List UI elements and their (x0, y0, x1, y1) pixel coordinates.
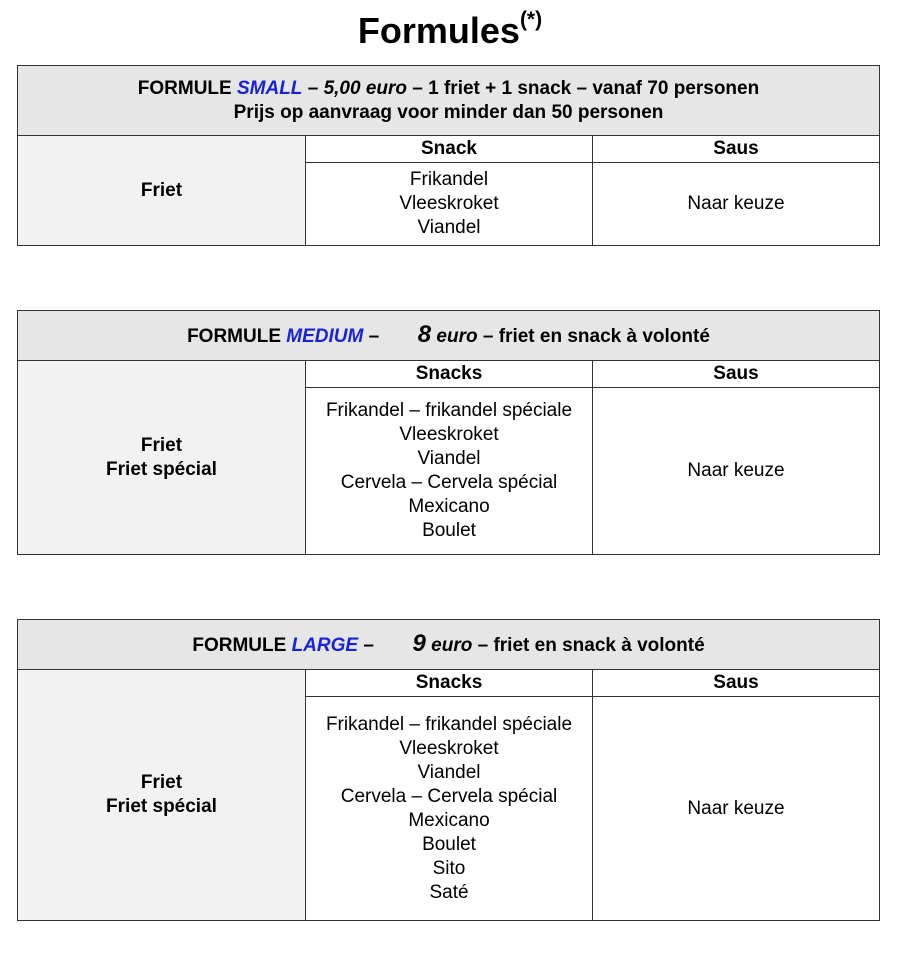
formule-price-unit: euro (436, 325, 478, 347)
snack-column-header: Snacks (306, 361, 592, 388)
snack-list (306, 697, 592, 920)
snack-item: Frikandel – frikandel spéciale (325, 713, 573, 735)
snack-item: Frikandel (409, 169, 489, 190)
dash: – (368, 325, 380, 347)
formule-label: FORMULE (192, 634, 287, 656)
fries-item: Friet spécial (106, 458, 217, 480)
snack-item: Mexicano (408, 496, 490, 517)
formule-large-header (18, 620, 879, 670)
snack-list (306, 388, 592, 554)
snack-column-header: Snack (306, 136, 592, 163)
formule-name: LARGE (291, 634, 359, 656)
formule-medium-table (17, 310, 880, 555)
formule-small-table (17, 65, 880, 246)
dash: – (307, 77, 319, 99)
snack-item: Viandel (417, 448, 481, 469)
snack-item: Frikandel – frikandel spéciale (325, 400, 573, 421)
sauce-value: Naar keuze (687, 460, 785, 481)
sauce-value: Naar keuze (687, 193, 785, 214)
title-footnote-marker: (*) (519, 8, 543, 31)
formule-price-amount: 8 (417, 320, 432, 348)
sauce-column-header: Saus (593, 670, 879, 697)
fries-column (18, 136, 306, 245)
dash: – (363, 634, 374, 656)
page-title (0, 2, 900, 53)
snack-item: Sito (432, 857, 466, 879)
snack-item: Mexicano (408, 809, 490, 831)
sauce-column (593, 136, 879, 245)
formule-label: FORMULE (137, 77, 232, 99)
sauce-value: Naar keuze (687, 797, 785, 819)
sauce-column (593, 361, 879, 554)
formule-price-unit: euro (431, 634, 473, 656)
snack-item: Cervela – Cervela spécial (340, 472, 558, 493)
fries-item: Friet (140, 434, 183, 456)
snack-item: Saté (429, 881, 469, 903)
formule-medium-header (18, 311, 879, 361)
snack-item: Viandel (417, 761, 481, 783)
fries-item: Friet (140, 179, 183, 201)
snack-column (306, 670, 593, 920)
fries-item: Friet (140, 772, 183, 793)
formule-small-body (18, 136, 879, 245)
formule-large-table (17, 619, 880, 921)
page-title-text: Formules (357, 10, 520, 51)
snack-item: Viandel (417, 217, 481, 238)
sauce-column-header: Saus (593, 136, 879, 163)
snack-column-header: Snacks (306, 670, 592, 697)
fries-column (18, 670, 306, 920)
snack-list (306, 163, 592, 245)
formule-name: MEDIUM (286, 325, 364, 347)
fries-item: Friet spécial (106, 796, 217, 817)
formule-note: Prijs op aanvraag voor minder dan 50 personen (233, 101, 664, 123)
formule-description: – friet en snack à volonté (482, 325, 710, 347)
snack-item: Boulet (422, 833, 476, 855)
formule-medium-body (18, 361, 879, 554)
sauce-column (593, 670, 879, 920)
formule-name: SMALL (236, 77, 303, 99)
formule-price: 5,00 euro (323, 77, 407, 99)
formule-description: – 1 friet + 1 snack – vanaf 70 personen (412, 77, 760, 99)
snack-column (306, 361, 593, 554)
formule-label: FORMULE (187, 325, 282, 347)
snack-item: Vleeskroket (399, 193, 499, 214)
snack-item: Cervela – Cervela spécial (340, 785, 558, 807)
sauce-column-header: Saus (593, 361, 879, 388)
snack-item: Vleeskroket (399, 737, 499, 759)
formule-price-amount: 9 (412, 629, 426, 657)
fries-column (18, 361, 306, 554)
snack-column (306, 136, 593, 245)
formule-description: – friet en snack à volonté (477, 634, 705, 656)
formule-large-body (18, 670, 879, 920)
formule-small-header (18, 66, 879, 136)
snack-item: Vleeskroket (399, 424, 499, 445)
snack-item: Boulet (422, 520, 476, 541)
